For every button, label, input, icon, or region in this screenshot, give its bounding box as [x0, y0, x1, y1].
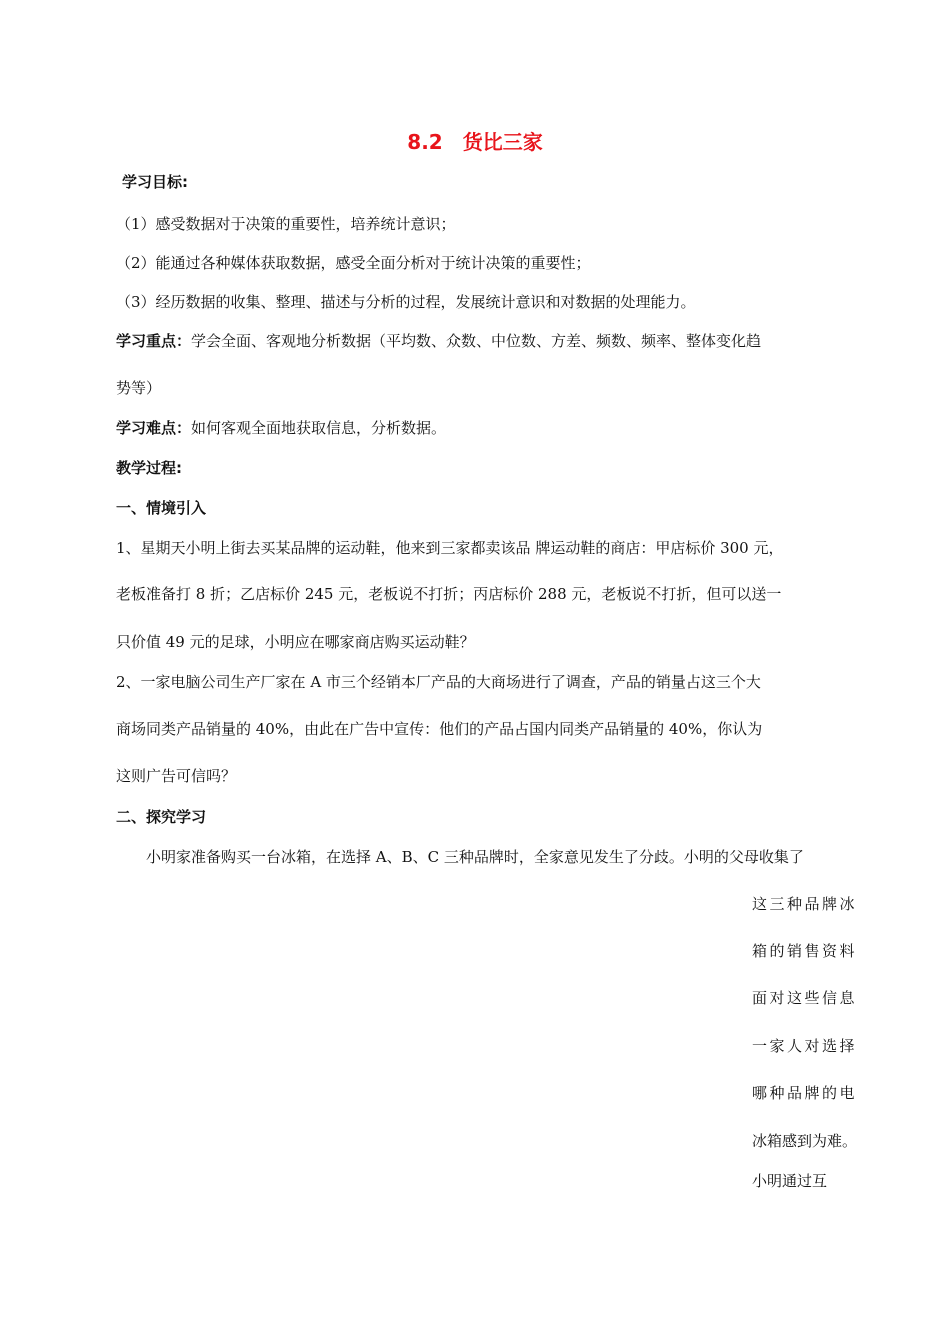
problem2-line-2: 商场同类产品销量的 40%，由此在广告中宣传：他们的产品占国内同类产品销量的 40%，你认为 [116, 720, 763, 738]
objectives-heading: 学习目标: [122, 173, 188, 191]
section2-heading: 二、探究学习 [116, 808, 207, 826]
difficulties-label: 学习难点： [116, 419, 192, 437]
key-points-continuation: 势等） [116, 379, 162, 397]
column-line-4: 一家人对选择 [752, 1037, 858, 1055]
column-line-6: 冰箱感到为难。 [752, 1132, 858, 1150]
problem1-line-2: 老板准备打 8 折；乙店标价 245 元，老板说不打折；丙店标价 288 元，老板说不打折，但可以送一 [116, 585, 782, 603]
difficulties [116, 418, 446, 438]
section2-intro: 小明家准备购买一台冰箱，在选择 A、B、C 三种品牌时，全家意见发生了分歧。小明的父母收集了 [146, 848, 804, 866]
problem2-line-3: 这则广告可信吗？ [116, 767, 237, 785]
problem2-line-1: 2、一家电脑公司生产厂家在 A 市三个经销本厂产品的大商场进行了调查，产品的销量占这三个大 [116, 673, 761, 691]
page-title: 8.2 货比三家 [407, 130, 543, 154]
column-line-3: 面对这些信息 [752, 989, 858, 1007]
column-line-5: 哪种品牌的电 [752, 1084, 858, 1102]
objective-item-3: （3）经历数据的收集、整理、描述与分析的过程，发展统计意识和对数据的处理能力。 [116, 293, 696, 311]
objective-item-2: （2）能通过各种媒体获取数据，感受全面分析对于统计决策的重要性； [116, 254, 591, 272]
process-heading: 教学过程: [116, 459, 182, 477]
objective-item-1: （1）感受数据对于决策的重要性，培养统计意识； [116, 215, 456, 233]
column-line-2: 箱的销售资料 [752, 942, 858, 960]
key-points [116, 331, 761, 351]
difficulties-text: 如何客观全面地获取信息，分析数据。 [191, 419, 447, 437]
column-line-7: 小明通过互 [752, 1172, 828, 1190]
problem1-line-3: 只价值 49 元的足球，小明应在哪家商店购买运动鞋？ [116, 633, 475, 651]
problem1-line-1: 1、星期天小明上街去买某品牌的运动鞋，他来到三家都卖该品 牌运动鞋的商店：甲店标价 300 元， [116, 539, 784, 557]
key-points-text: 学会全面、客观地分析数据（平均数、众数、中位数、方差、频数、频率、整体变化趋 [191, 332, 762, 350]
section1-heading: 一、情境引入 [116, 499, 207, 517]
column-line-1: 这三种品牌冰 [752, 895, 858, 913]
key-points-label: 学习重点： [116, 332, 192, 350]
